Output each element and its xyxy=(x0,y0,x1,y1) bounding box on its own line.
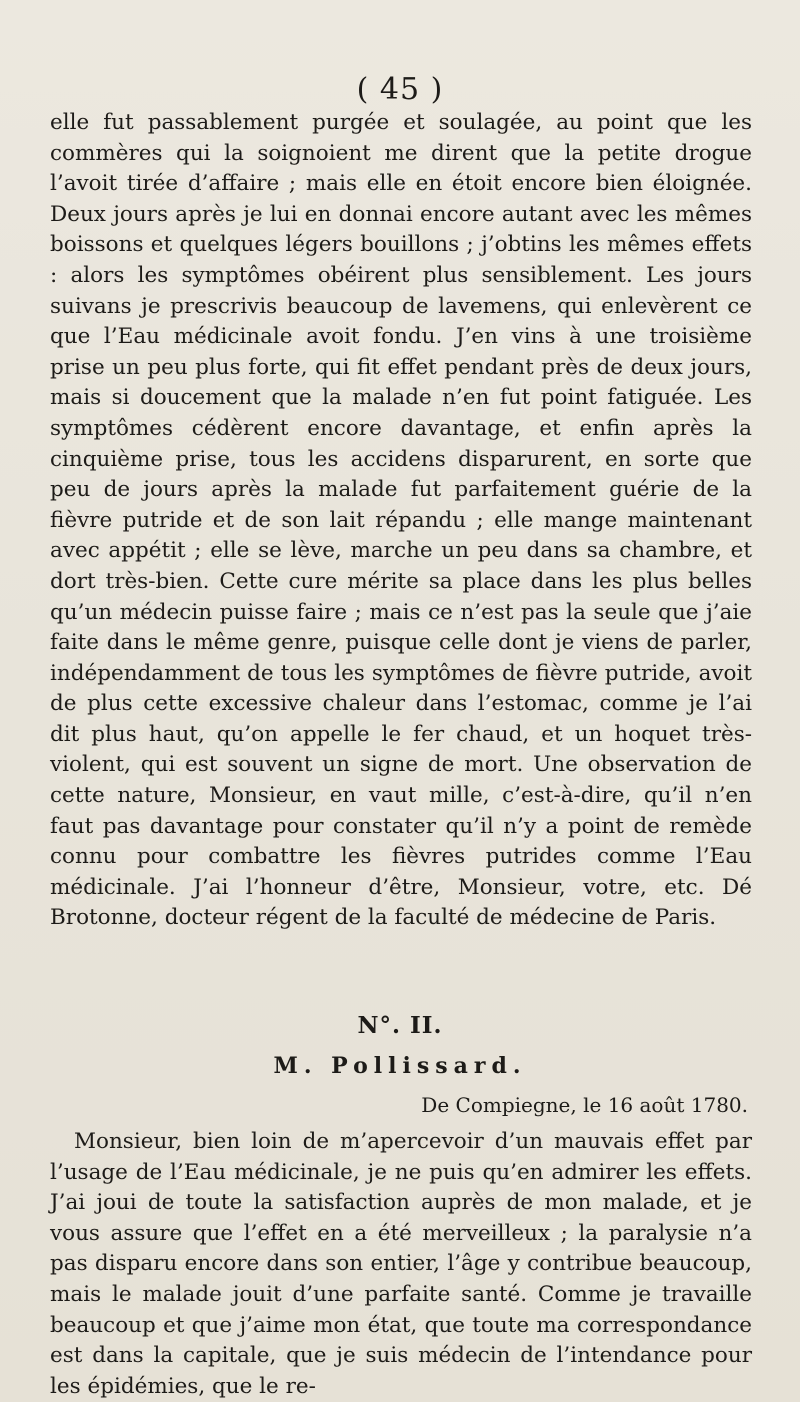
letter-1-text xyxy=(50,108,752,934)
letter-2-number: N°. II. xyxy=(357,1012,443,1039)
letter-2-paragraph: Monsieur, bien loin de m’apercevoir d’un mauvais effet par l’usage de l’Eau médicinale, je ne puis qu’en admirer les effets. J’ai joui de toute la satisfaction auprès de mon malade, et je vous assure que l’effet en a été merveilleux ; la paralysie n’a pas disparu encore dans son entier, l’âge y contribue beaucoup, mais le malade jouit d’une parfaite santé. Comme je travaille beaucoup et que j’aime mon état, que toute ma correspondance est dans la capitale, que je suis médecin de l’intendance pour les épidémies, que le re- xyxy=(50,1129,752,1399)
letter-1-paragraph: elle fut passablement purgée et soulagée, au point que les commères qui la soignoient me dirent que la petite drogue l’avoit tirée d’affaire ; mais elle en étoit encore bien éloignée. Deux jours après je lui en donnai encore autant avec les mêmes boissons et quelques légers bouillons ; j’obtins les mêmes effets : alors les symptômes obéirent plus sensiblement. Les jours suivans je prescrivis beaucoup de lavemens, qui enlevèrent ce que l’Eau médicinale avoit fondu. J’en vins à une troisième prise un peu plus forte, qui fit effet pendant près de deux jours, mais si doucement que la malade n’en fut point fatiguée. Les symptômes cédèrent encore davantage, et enfin après la cinquième prise, tous les accidens disparurent, en sorte que peu de jours après la malade fut parfaitement guérie de la fièvre putride et de son lait répandu ; elle mange maintenant avec appétit ; elle se lève, marche un peu dans sa chambre, et dort très-bien. Cette cure mérite sa place dans les plus belles qu’un médecin puisse faire ; mais ce n’est pas la seule que j’aie faite dans le même genre, puisque celle dont je viens de parler, indépendamment de tous les symptômes de fièvre putride, avoit de plus cette excessive chaleur dans l’estomac, comme je l’ai dit plus haut, qu’on appelle le fer chaud, et un hoquet très-violent, qui est souvent un signe de mort. Une observation de cette nature, Monsieur, en vaut mille, c’est-à-dire, qu’il n’en faut pas davantage pour constater qu’il n’y a point de remède connu pour combattre les fièvres putrides comme l’Eau médicinale. J’ai l’honneur d’être, Monsieur, votre, etc. Dé Brotonne, docteur régent de la faculté de médecine de Paris. xyxy=(50,110,752,931)
letter-2-text xyxy=(50,1127,752,1402)
letter-2-dateline: De Compiegne, le 16 août 1780. xyxy=(421,1093,748,1117)
page-number: ( 45 ) xyxy=(356,72,444,107)
letter-2-author: M. Pollissard. xyxy=(273,1053,527,1079)
